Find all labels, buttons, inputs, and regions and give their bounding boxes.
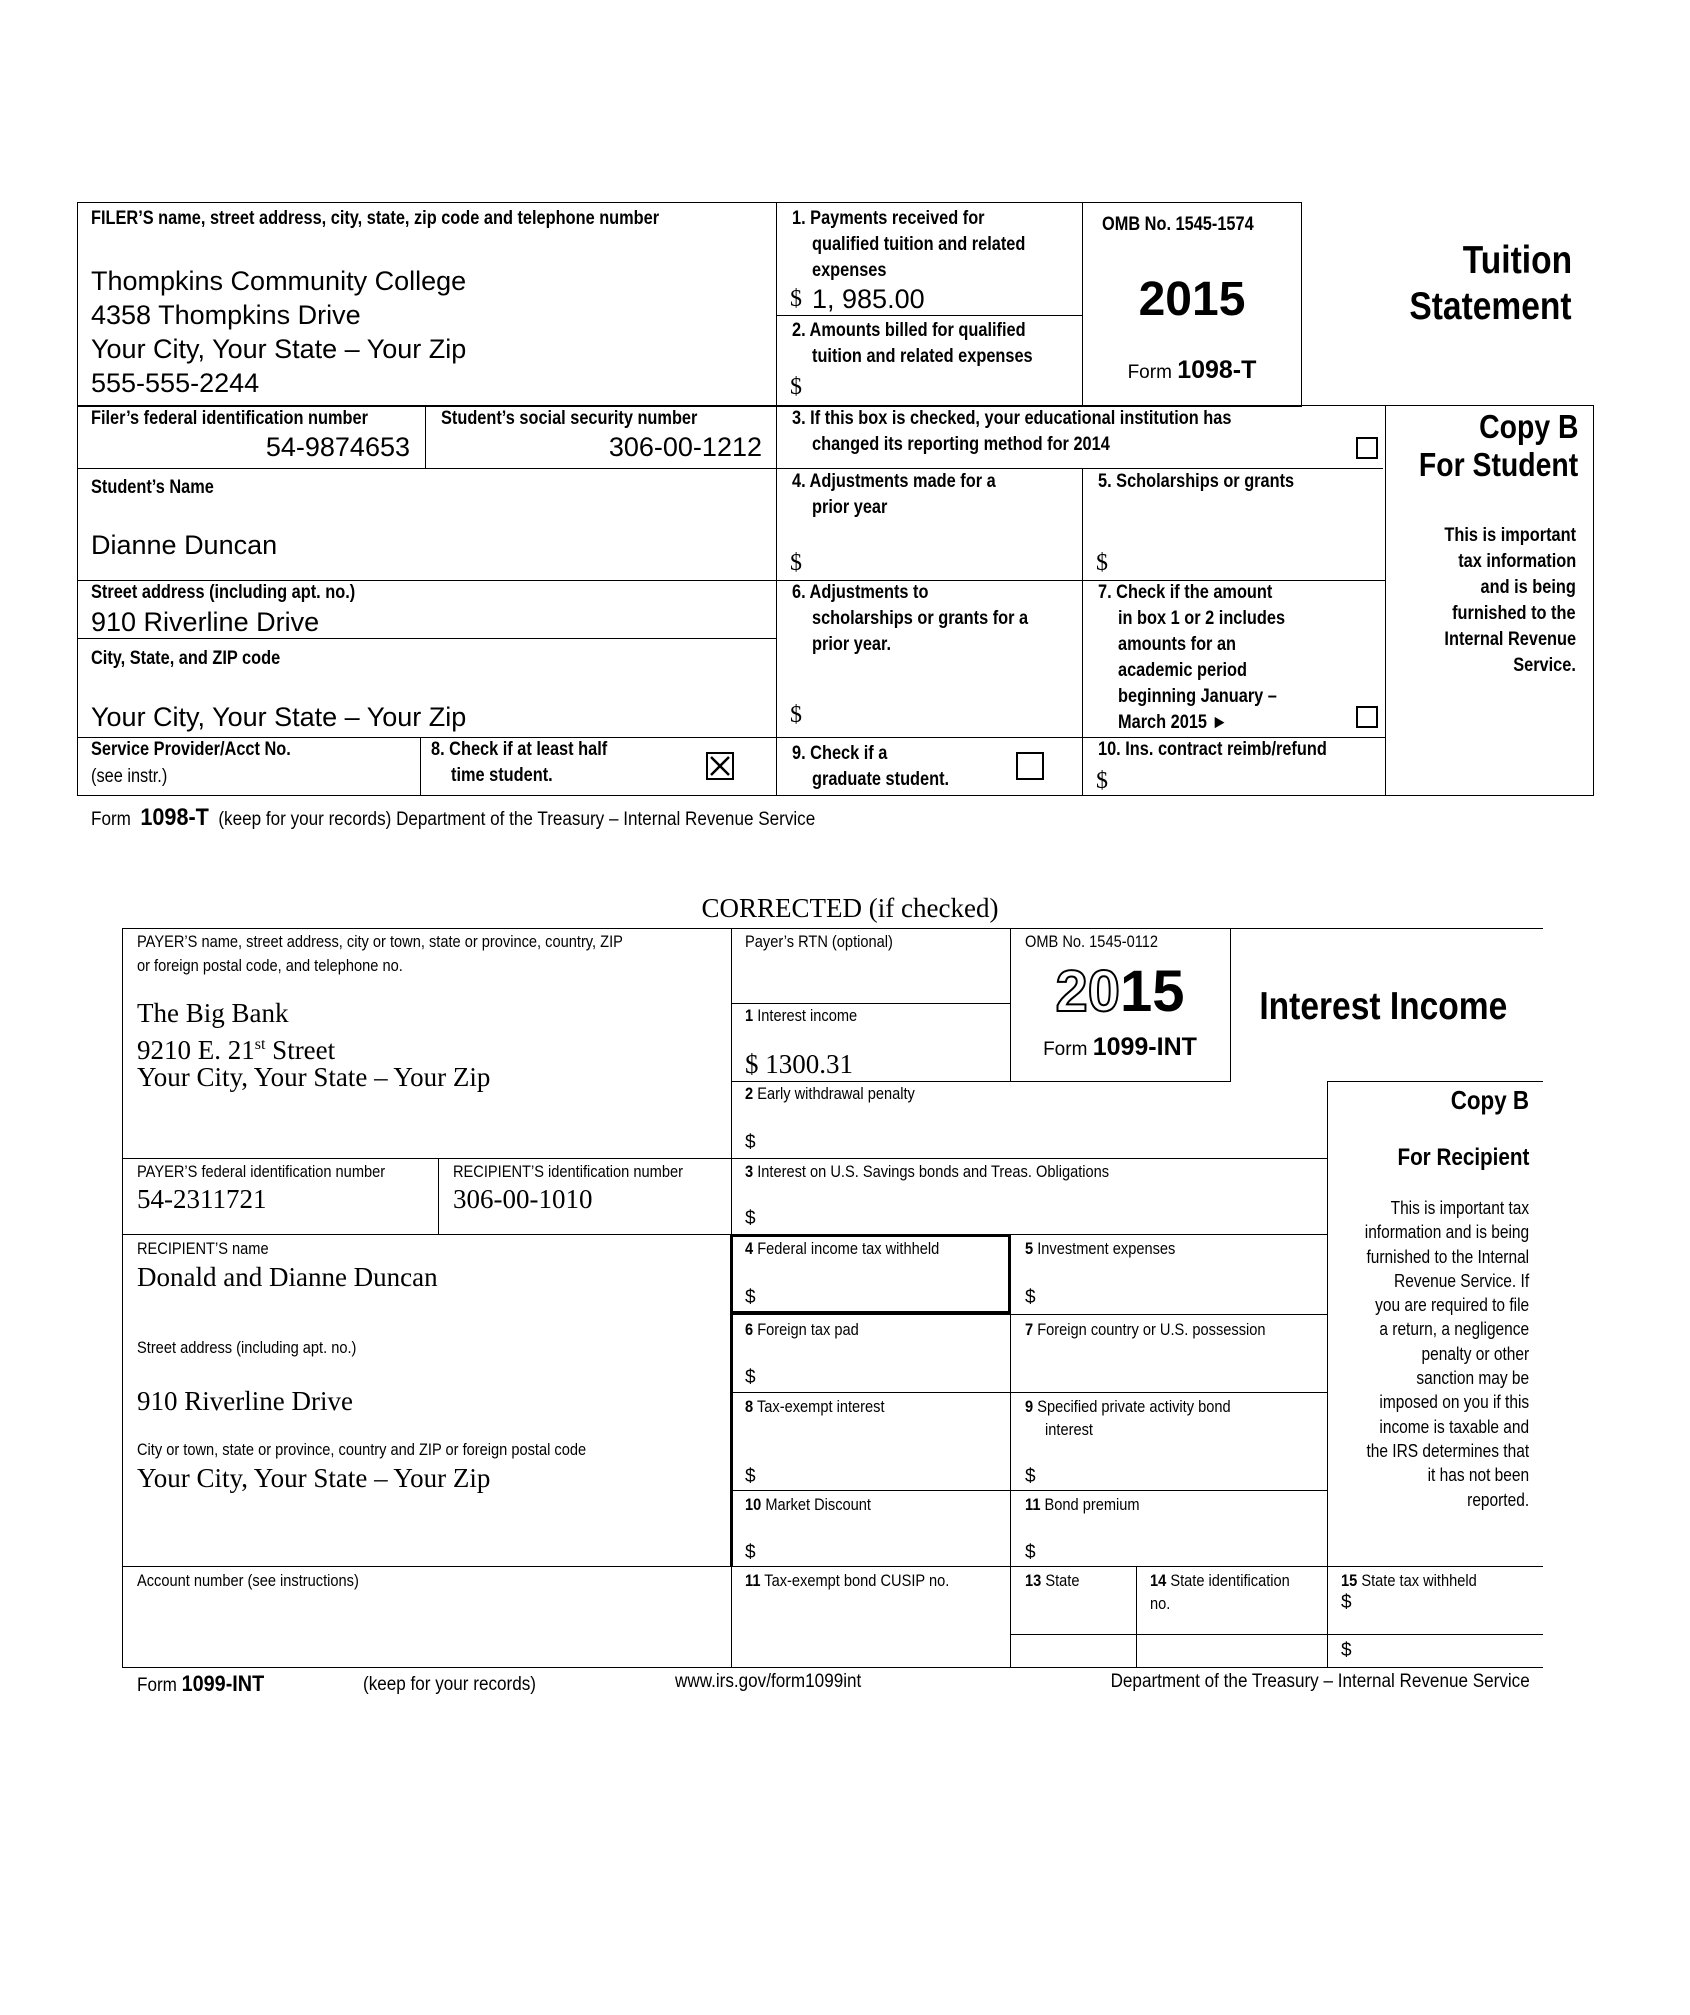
city-label: City or town, state or province, country and ZIP or foreign postal code <box>137 1440 587 1459</box>
box1-label: 1. Payments received for <box>792 208 985 229</box>
box2-label: tuition and related expenses <box>812 346 1033 367</box>
box4-dollar: $ <box>790 550 802 576</box>
provider-label: Service Provider/Acct No. <box>91 739 291 760</box>
box3-label: changed its reporting method for 2014 <box>812 434 1110 455</box>
student-name: Dianne Duncan <box>91 530 278 560</box>
box1-label: expenses <box>812 260 887 281</box>
box9-label <box>1025 1395 1231 1419</box>
notice-line: you are required to file <box>1374 1295 1529 1316</box>
box7-label: amounts for an <box>1118 634 1237 655</box>
form-name: 1098-T <box>1177 356 1257 384</box>
box6-text: Foreign tax pad <box>757 1320 859 1339</box>
f2-divider <box>1136 1566 1137 1668</box>
box15-dollar: $ <box>1341 1640 1352 1661</box>
box10-text: Market Discount <box>765 1495 871 1514</box>
payer-street-suffix: st <box>254 1036 266 1053</box>
f2-divider <box>438 1158 439 1235</box>
copy-label: For Student <box>1418 446 1578 483</box>
filer-id: 54-9874653 <box>265 432 410 462</box>
box5-dollar: $ <box>1025 1287 1036 1308</box>
box8-label: 8. Check if at least half <box>431 739 608 760</box>
box9-label: graduate student. <box>812 769 950 790</box>
f1-divider <box>1082 468 1083 796</box>
footer-form-name: 1099-INT <box>181 1671 265 1696</box>
box3-checkbox[interactable] <box>1356 437 1378 459</box>
city-value: Your City, Your State – Your Zip <box>137 1463 491 1493</box>
form-name: 1099-INT <box>1092 1033 1197 1061</box>
f1-divider <box>1385 405 1386 796</box>
form-prefix: Form <box>1043 1039 1088 1060</box>
payer-id: 54-2311721 <box>137 1184 267 1214</box>
box3-num: 3 <box>745 1162 754 1181</box>
filer-phone: 555-555-2244 <box>91 368 260 398</box>
recipient-name: Donald and Dianne Duncan <box>137 1262 438 1292</box>
box9-dollar: $ <box>1025 1466 1036 1487</box>
f2-divider <box>1010 1634 1543 1635</box>
box1-text: Interest income <box>757 1006 858 1025</box>
copy-label: Copy B <box>1450 1085 1529 1115</box>
notice-line: furnished to the Internal <box>1366 1246 1529 1267</box>
box14-label <box>1150 1569 1290 1593</box>
for-recipient-label: For Recipient <box>1397 1144 1529 1171</box>
footer-form: Form <box>91 809 131 830</box>
omb-number: OMB No. 1545-0112 <box>1025 932 1159 951</box>
box1-currency: $ <box>790 286 802 312</box>
filer-city: Your City, Your State – Your Zip <box>91 334 467 364</box>
box10-dollar: $ <box>745 1542 756 1563</box>
f1-divider <box>425 405 426 469</box>
payer-city: Your City, Your State – Your Zip <box>137 1062 491 1092</box>
notice-line: a return, a negligence <box>1379 1319 1529 1340</box>
box1-value: 1, 985.00 <box>812 284 925 314</box>
tax-year <box>1010 960 1230 1024</box>
box2-dollar: $ <box>790 374 802 400</box>
box4-text: Federal income tax withheld <box>757 1239 940 1258</box>
box10-label: 10. Ins. contract reimb/refund <box>1098 739 1327 760</box>
box13-label <box>1025 1569 1079 1593</box>
footer-keep: (keep for your records) <box>363 1674 536 1695</box>
f2-divider <box>122 1566 1543 1567</box>
box9-checkbox[interactable] <box>1016 752 1044 780</box>
ssn: 306-00-1212 <box>608 432 762 462</box>
payer-name: The Big Bank <box>137 998 289 1028</box>
ssn-label: Student’s social security number <box>441 408 698 429</box>
box10-num: 10 <box>745 1495 762 1514</box>
checked-x-icon <box>708 754 732 778</box>
box2-text: Early withdrawal penalty <box>757 1084 915 1103</box>
important-notice <box>1365 1196 1529 1512</box>
filer-street: 4358 Thompkins Drive <box>91 300 361 330</box>
box4-label: prior year <box>812 497 888 518</box>
provider-sub-label: (see instr.) <box>91 766 168 787</box>
thick-divider <box>730 1234 733 1566</box>
box9-label: 9. Check if a <box>792 743 888 764</box>
box1-label <box>745 1004 857 1028</box>
box8-label <box>745 1395 885 1419</box>
box6-label: scholarships or grants for a <box>812 608 1029 629</box>
box8-label: time student. <box>451 765 553 786</box>
box7-label: 7. Check if the amount <box>1098 582 1273 603</box>
payer-street-text: Street <box>265 1035 336 1065</box>
notice-line: the IRS determines that <box>1366 1440 1529 1461</box>
f1-footer <box>91 804 815 834</box>
box3-label: 3. If this box is checked, your educational institution has <box>792 408 1232 429</box>
form-title: Statement <box>1409 285 1572 328</box>
important-notice: Internal Revenue <box>1444 629 1576 650</box>
filer-label: FILER’S name, street address, city, state, zip code and telephone number <box>91 208 660 229</box>
filer-id-label: Filer’s federal identification number <box>91 408 368 429</box>
box11-label <box>1025 1493 1140 1517</box>
box9-label: interest <box>1045 1420 1093 1439</box>
box15-dollar: $ <box>1341 1592 1352 1613</box>
box7-text: Foreign country or U.S. possession <box>1037 1320 1266 1339</box>
box1-label: qualified tuition and related <box>812 234 1026 255</box>
f1-divider <box>776 202 777 796</box>
year-bold: 15 <box>1120 959 1185 1024</box>
footer-url[interactable]: www.irs.gov/form1099int <box>675 1671 862 1692</box>
rtn-label: Payer’s RTN (optional) <box>745 932 893 951</box>
box8-text: Tax-exempt interest <box>756 1397 885 1416</box>
box4-num: 4 <box>745 1239 754 1258</box>
box4-label: 4. Adjustments made for a <box>792 471 996 492</box>
form-label <box>1010 1030 1230 1067</box>
notice-line: Revenue Service. If <box>1393 1270 1529 1291</box>
street-value: 910 Riverline Drive <box>137 1386 353 1416</box>
f2-footer-form <box>137 1670 264 1700</box>
important-notice: This is important <box>1444 525 1576 546</box>
form-prefix: Form <box>1127 362 1172 383</box>
footer-form: Form <box>137 1675 177 1696</box>
box7-label: beginning January – <box>1118 686 1277 707</box>
footer-dept: Department of the Treasury – Internal Revenue Service <box>1110 1671 1530 1692</box>
payer-label: or foreign postal code, and telephone no. <box>137 956 403 975</box>
notice-line: information and is being <box>1364 1222 1529 1243</box>
city-value: Your City, Your State – Your Zip <box>91 702 467 732</box>
box14-text: State identification <box>1170 1571 1290 1590</box>
form-title: Tuition <box>1462 239 1572 282</box>
student-name-label: Student’s Name <box>91 477 214 498</box>
copy-label: Copy B <box>1478 408 1578 445</box>
box5-text: Investment expenses <box>1037 1239 1176 1258</box>
box13-num: 13 <box>1025 1571 1042 1590</box>
box15-num: 15 <box>1341 1571 1358 1590</box>
corrected-label: CORRECTED (if checked) <box>701 893 999 923</box>
box1-value: $ 1300.31 <box>745 1049 853 1079</box>
box7-num: 7 <box>1025 1320 1034 1339</box>
box5-label: 5. Scholarships or grants <box>1098 471 1295 492</box>
box4-dollar: $ <box>745 1287 756 1308</box>
box6-label: prior year. <box>812 634 892 655</box>
box5-num: 5 <box>1025 1239 1034 1258</box>
box11-text: Bond premium <box>1044 1495 1140 1514</box>
box5-dollar: $ <box>1096 550 1108 576</box>
notice-line: sanction may be <box>1416 1368 1529 1389</box>
box11b-text: Tax-exempt bond CUSIP no. <box>764 1571 950 1590</box>
box2-dollar: $ <box>745 1132 756 1153</box>
important-notice: tax information <box>1457 551 1576 572</box>
street-value: 910 Riverline Drive <box>91 607 320 637</box>
box7-checkbox[interactable] <box>1356 706 1378 728</box>
f2-divider <box>122 1158 1327 1159</box>
year-outline: 20 <box>1055 959 1120 1024</box>
box2-label <box>745 1082 915 1106</box>
notice-line: reported. <box>1467 1489 1529 1510</box>
f2-divider <box>1230 928 1231 1082</box>
payer-street-text: 9210 E. 21 <box>137 1035 255 1065</box>
box9-num: 9 <box>1025 1397 1034 1416</box>
important-notice: Service. <box>1513 655 1576 676</box>
box11-num: 11 <box>1025 1495 1041 1514</box>
important-notice: and is being <box>1480 577 1576 598</box>
box7-label: in box 1 or 2 includes <box>1118 608 1286 629</box>
box7-label: March 2015 ► <box>1118 712 1228 733</box>
f2-divider <box>122 928 1543 929</box>
box11b-label <box>745 1569 949 1593</box>
city-label: City, State, and ZIP code <box>91 648 281 669</box>
box5-label <box>1025 1237 1175 1261</box>
box8-checkbox[interactable] <box>706 752 734 780</box>
f2-divider <box>1327 1081 1328 1668</box>
f2-divider <box>731 1392 1327 1393</box>
box3-dollar: $ <box>745 1208 756 1229</box>
street-label: Street address (including apt. no.) <box>137 1338 357 1357</box>
box8-dollar: $ <box>745 1466 756 1487</box>
notice-line: income is taxable and <box>1379 1416 1529 1437</box>
box14-label: no. <box>1150 1594 1171 1613</box>
box2-label: 2. Amounts billed for qualified <box>792 320 1026 341</box>
box8-num: 8 <box>745 1397 754 1416</box>
box13-text: State <box>1045 1571 1080 1590</box>
box15-text: State tax withheld <box>1361 1571 1477 1590</box>
tax-year: 2015 <box>1138 273 1246 326</box>
box6-label: 6. Adjustments to <box>792 582 929 603</box>
box11b-num: 11 <box>745 1571 761 1590</box>
box7-label <box>1025 1318 1266 1342</box>
f2-divider <box>122 928 123 1668</box>
footer-text: (keep for your records) Department of the Treasury – Internal Revenue Service <box>218 809 816 830</box>
footer-form-name: 1098-T <box>140 804 209 831</box>
box3-text: Interest on U.S. Savings bonds and Treas. Obligations <box>757 1162 1110 1181</box>
box4-label <box>745 1237 939 1261</box>
box6-dollar: $ <box>745 1367 756 1388</box>
important-notice: furnished to the <box>1452 603 1576 624</box>
notice-line: it has not been <box>1427 1465 1529 1486</box>
notice-line: This is important tax <box>1390 1198 1529 1218</box>
f2-divider <box>731 1490 1327 1491</box>
box15-label <box>1341 1569 1477 1593</box>
notice-line: imposed on you if this <box>1379 1392 1529 1413</box>
recipient-id-label: RECIPIENT’S identification number <box>453 1162 683 1181</box>
notice-line: penalty or other <box>1421 1343 1529 1364</box>
recipient-name-label: RECIPIENT’S name <box>137 1239 269 1258</box>
box14-num: 14 <box>1150 1571 1167 1590</box>
box6-label <box>745 1318 859 1342</box>
form-label <box>1082 356 1302 385</box>
account-label: Account number (see instructions) <box>137 1571 359 1590</box>
omb-number: OMB No. 1545-1574 <box>1102 214 1254 235</box>
filer-name: Thompkins Community College <box>91 266 467 296</box>
box7-label: academic period <box>1118 660 1247 681</box>
f2-divider <box>1010 1081 1230 1082</box>
box3-label <box>745 1160 1109 1184</box>
box6-num: 6 <box>745 1320 754 1339</box>
f1-divider <box>420 737 421 796</box>
payer-id-label: PAYER’S federal identification number <box>137 1162 386 1181</box>
box6-dollar: $ <box>790 702 802 728</box>
recipient-id: 306-00-1010 <box>453 1184 593 1214</box>
payer-label: PAYER’S name, street address, city or town, state or province, country, ZIP <box>137 932 623 951</box>
f2-divider <box>122 1234 1327 1235</box>
street-label: Street address (including apt. no.) <box>91 582 356 603</box>
box11-dollar: $ <box>1025 1542 1036 1563</box>
box2-num: 2 <box>745 1084 754 1103</box>
box1-num: 1 <box>745 1006 754 1025</box>
f2-divider <box>731 1314 1327 1315</box>
box10-label <box>745 1493 871 1517</box>
box10-dollar: $ <box>1096 768 1108 794</box>
form-title: Interest Income <box>1259 985 1507 1028</box>
f2-divider <box>1327 1081 1543 1082</box>
box9-text: Specified private activity bond <box>1037 1397 1231 1416</box>
